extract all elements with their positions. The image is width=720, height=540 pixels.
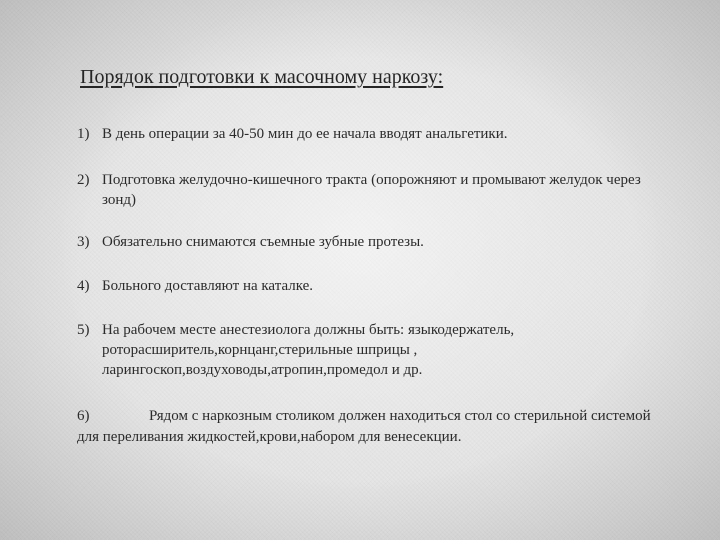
list-item bbox=[77, 170, 677, 210]
list-item bbox=[77, 124, 677, 144]
list-item-number: 3) bbox=[77, 234, 90, 250]
list-item-number: 5) bbox=[77, 322, 90, 338]
list-item bbox=[77, 276, 677, 296]
list-item-text: Рядом с наркозным столиком должен находиться стол со стерильной системой для переливания жидкостей,крови,набором для венесекции. bbox=[77, 408, 651, 445]
list-item bbox=[77, 406, 657, 448]
list-item-number: 6) bbox=[77, 408, 90, 424]
list-item bbox=[77, 232, 677, 252]
list-item-text: Обязательно снимаются съемные зубные протезы. bbox=[102, 234, 424, 250]
list-item-number: 4) bbox=[77, 278, 90, 294]
list-item-number: 1) bbox=[77, 126, 90, 142]
slide-title: Порядок подготовки к масочному наркозу: bbox=[80, 66, 444, 88]
list-item-text: В день операции за 40-50 мин до ее начала вводят анальгетики. bbox=[102, 126, 508, 142]
list-item-text: Больного доставляют на каталке. bbox=[102, 278, 314, 294]
list-item bbox=[77, 320, 677, 380]
list-item-text: Подготовка желудочно-кишечного тракта (опорожняют и промывают желудок через зонд) bbox=[102, 172, 641, 208]
list-item-number: 2) bbox=[77, 172, 90, 188]
list-item-text: На рабочем месте анестезиолога должны быть: языкодержатель, роторасширитель,корнцанг,стерильные шприцы , ларингоскоп,воздуховоды,атропин,промедол и др. bbox=[102, 322, 515, 378]
